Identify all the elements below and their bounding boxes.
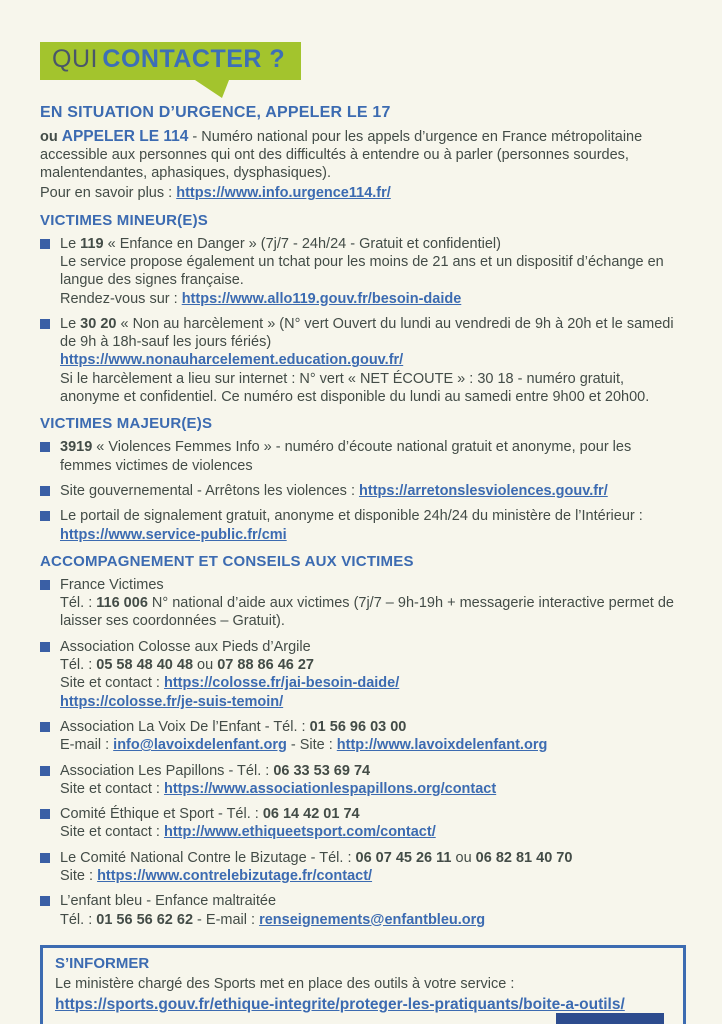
bullet-square-icon	[40, 642, 50, 652]
text: « Enfance en Danger » (7j/7 - 24h/24 - Gratuit et confidentiel)	[103, 235, 501, 252]
list-item	[40, 576, 686, 631]
text-line	[60, 823, 686, 841]
inform-heading: S’INFORMER	[55, 954, 150, 972]
section-heading: VICTIMES MAJEUR(E)S	[40, 415, 213, 433]
inform-text: Le ministère chargé des Sports met en place des outils à votre service :	[55, 975, 515, 992]
section-heading: VICTIMES MINEUR(E)S	[40, 211, 208, 229]
emergency-paragraph	[40, 128, 686, 183]
text-line	[60, 594, 686, 631]
text: Le	[60, 235, 81, 252]
emphasized-text: 05 58 48 40 48	[96, 657, 194, 674]
text-line	[60, 762, 686, 780]
text-line	[60, 867, 686, 885]
list-item	[40, 438, 686, 475]
text-line	[60, 693, 686, 711]
link[interactable]: https://colosse.fr/je-suis-temoin/	[60, 693, 284, 710]
list-item-body	[60, 718, 686, 755]
text: Tél. :	[60, 595, 97, 612]
link[interactable]: http://www.ethiqueetsport.com/contact/	[163, 824, 436, 841]
text-line	[60, 482, 686, 500]
text: Le	[60, 315, 81, 332]
link[interactable]: https://www.allo119.gouv.fr/besoin-daide	[181, 290, 462, 307]
list-item	[40, 482, 686, 500]
list-item	[40, 849, 686, 886]
text-line	[60, 576, 686, 594]
emphasized-text: 01 56 56 62 62	[96, 911, 194, 928]
emphasized-text: 06 82 81 40 70	[475, 849, 573, 866]
link[interactable]: renseignements@enfantbleu.org	[259, 911, 486, 928]
emphasized-text: 06 33 53 69 74	[273, 762, 371, 779]
emergency-heading: EN SITUATION D’URGENCE, APPELER LE 17	[40, 103, 391, 121]
text-line	[60, 235, 686, 253]
text: Site gouvernemental - Arrêtons les violences :	[60, 482, 360, 499]
text: Tél. :	[60, 911, 97, 928]
list-item	[40, 235, 686, 308]
text: - Site :	[286, 737, 337, 754]
emphasized-text: 30 20	[80, 315, 117, 332]
emergency-description: - Numéro national pour les appels d’urgence en France métropolitaine accessible aux personnes qui ont des difficultés à entendre ou à parler (personnes sourdes, malentendantes, aphasiques, dysphasiques).	[40, 128, 643, 182]
text: Le Comité National Contre le Bizutage - Tél. :	[60, 849, 356, 866]
link[interactable]: http://www.lavoixdelenfant.org	[336, 737, 548, 754]
emergency-ou: ou	[40, 128, 62, 145]
text: France Victimes	[60, 576, 164, 593]
list-item-body	[60, 507, 686, 544]
bullet-square-icon	[40, 809, 50, 819]
list-item	[40, 638, 686, 711]
bullet-square-icon	[40, 853, 50, 863]
emphasized-text: 3919	[60, 439, 93, 456]
bullet-square-icon	[40, 766, 50, 776]
emphasized-text: 116 006	[96, 595, 148, 612]
list-item-body	[60, 315, 686, 406]
link[interactable]: https://arretonslesviolences.gouv.fr/	[359, 482, 608, 499]
text-line	[60, 315, 686, 352]
text-line	[60, 438, 686, 475]
list-item	[40, 507, 686, 544]
text-line	[60, 290, 686, 308]
link-urgence114[interactable]: https://www.info.urgence114.fr/	[176, 185, 391, 202]
bullet-square-icon	[40, 442, 50, 452]
emphasized-text: 06 14 42 01 74	[262, 806, 360, 823]
speech-bubble-tail-icon	[195, 80, 229, 98]
text: Association La Voix De l’Enfant - Tél. :	[60, 718, 310, 735]
text-line	[60, 253, 686, 290]
list-item-body	[60, 762, 686, 799]
text: Site et contact :	[60, 824, 164, 841]
text: L’enfant bleu - Enfance maltraitée	[60, 893, 277, 910]
text: - E-mail :	[193, 911, 260, 928]
text: « Violences Femmes Info » - numéro d’écoute national gratuit et anonyme, pour les femmes victimes de violences	[60, 439, 632, 474]
list-item-body	[60, 892, 686, 929]
text-line	[60, 674, 686, 692]
list-item-body	[60, 235, 686, 308]
text-line	[60, 849, 686, 867]
page-title-plain: QUI	[52, 45, 98, 73]
text-line	[60, 370, 686, 407]
text: Site :	[60, 868, 98, 884]
text: Rendez-vous sur :	[60, 290, 182, 307]
emergency-call114: APPELER LE 114	[61, 127, 189, 145]
text-line	[60, 351, 686, 369]
bullet-square-icon	[40, 486, 50, 496]
bullet-square-icon	[40, 722, 50, 732]
list-item	[40, 718, 686, 755]
list-item	[40, 805, 686, 842]
text: ou	[193, 657, 218, 674]
text: Tél. :	[60, 657, 97, 674]
text-line	[60, 780, 686, 798]
sections	[40, 212, 686, 929]
emphasized-text: 119	[80, 235, 104, 252]
emphasized-text: 01 56 96 03 00	[309, 718, 407, 735]
link[interactable]: https://www.nonauharcelement.education.gouv.fr/	[60, 352, 404, 369]
bullet-square-icon	[40, 319, 50, 329]
text: E-mail :	[60, 737, 114, 754]
link[interactable]: https://colosse.fr/jai-besoin-daide/	[163, 675, 400, 692]
footer-page-tab	[556, 1013, 664, 1024]
section-heading: ACCOMPAGNEMENT ET CONSEILS AUX VICTIMES	[40, 552, 414, 570]
text: ou	[451, 849, 476, 866]
text: Association Les Papillons - Tél. :	[60, 762, 274, 779]
emphasized-text: 06 07 45 26 11	[355, 849, 452, 866]
list-item	[40, 892, 686, 929]
page-title-accent: CONTACTER ?	[102, 45, 286, 73]
text: « Non au harcèlement » (N° vert Ouvert du lundi au vendredi de 9h à 20h et le samedi de 9h à 18h-sauf les jours fériés)	[60, 315, 674, 351]
link-sports-gouv-boite-a-outils[interactable]: https://sports.gouv.fr/ethique-integrite/proteger-les-pratiquants/boite-a-outils/	[55, 996, 625, 1014]
text-line	[60, 656, 686, 674]
text-line	[60, 892, 686, 910]
text-line	[60, 911, 686, 929]
link[interactable]: https://www.service-public.fr/cmi	[60, 526, 287, 543]
text: Comité Éthique et Sport - Tél. :	[60, 806, 263, 823]
text-line	[60, 805, 686, 823]
text: Si le harcèlement a lieu sur internet : N° vert « NET ÉCOUTE » : 30 18 - numéro gratuit, anonyme et confidentiel. Ce numéro est disponible du lundi au samedi entre 9h00 et 20h00.	[60, 370, 650, 406]
emergency-more-line	[40, 184, 686, 202]
list-item-body	[60, 482, 686, 500]
text: Le portail de signalement gratuit, anonyme et disponible 24h/24 du ministère de l’Intérieur :	[60, 508, 643, 525]
list-item-body	[60, 438, 686, 475]
text-line	[60, 736, 686, 754]
bullet-square-icon	[40, 511, 50, 521]
emphasized-text: 07 88 86 46 27	[217, 657, 314, 674]
text: N° national d’aide aux victimes (7j/7 – 9h-19h + messagerie interactive permet de laisser ses coordonnées – Gratuit).	[60, 595, 674, 630]
list-item	[40, 762, 686, 799]
text-line	[60, 507, 686, 544]
text-line	[60, 718, 686, 736]
bullet-square-icon	[40, 896, 50, 906]
list-item-body	[60, 805, 686, 842]
bullet-square-icon	[40, 580, 50, 590]
link[interactable]: https://www.associationlespapillons.org/contact	[163, 780, 497, 797]
text: Association Colosse aux Pieds d’Argile	[60, 638, 311, 655]
link[interactable]: info@lavoixdelenfant.org	[113, 737, 287, 754]
list-item-body	[60, 638, 686, 711]
list-item-body	[60, 576, 686, 631]
text: Site et contact :	[60, 780, 164, 797]
bullet-square-icon	[40, 239, 50, 249]
text-line	[60, 638, 686, 656]
link[interactable]: https://www.contrelebizutage.fr/contact/	[97, 868, 373, 884]
emergency-more-label: Pour en savoir plus :	[40, 185, 177, 202]
list-item-body	[60, 849, 686, 886]
list-item	[40, 315, 686, 406]
page-title-banner	[40, 42, 301, 80]
text: Le service propose également un tchat pour les moins de 21 ans et un dispositif d’échange en langue des signes française.	[60, 253, 664, 289]
text: Site et contact :	[60, 675, 164, 692]
